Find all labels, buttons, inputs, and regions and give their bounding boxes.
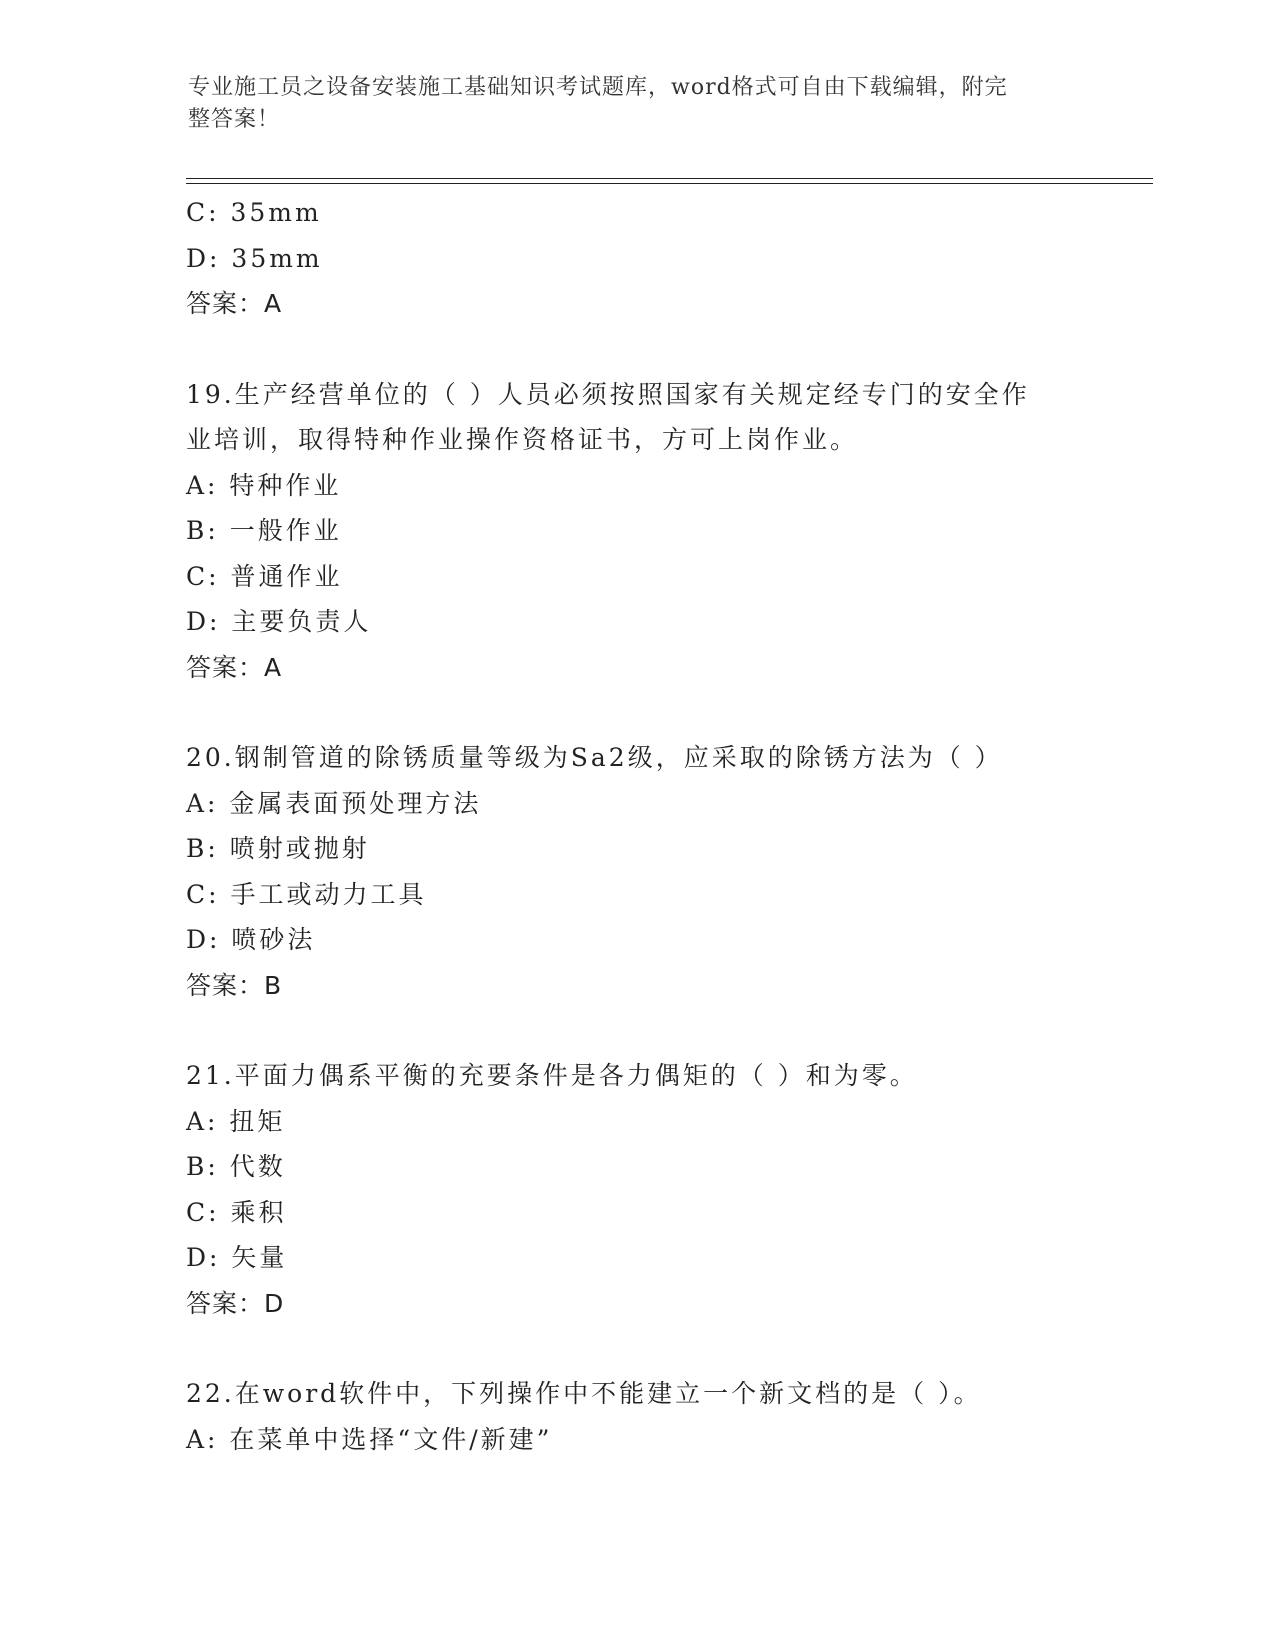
option-a: A: 在菜单中选择“文件/新建” <box>186 1424 553 1454</box>
question-block-19 <box>186 372 1086 691</box>
question-text-cont: 业培训，取得特种作业操作资格证书，方可上岗作业。 <box>186 425 859 454</box>
option-c: C: 手工或动力工具 <box>186 879 427 909</box>
option-a: A: 特种作业 <box>186 470 342 500</box>
header-divider-top <box>186 178 1153 179</box>
option-a: A: 金属表面预处理方法 <box>186 788 482 818</box>
header-line-1: 专业施工员之设备安装施工基础知识考试题库，word格式可自由下载编辑，附完 <box>188 75 1008 100</box>
option-b: B: 喷射或抛射 <box>186 834 370 863</box>
question-text: 19.生产经营单位的（ ）人员必须按照国家有关规定经专门的安全作 <box>186 379 1030 409</box>
question-block-20 <box>186 735 1086 1008</box>
question-block-22 <box>186 1371 1086 1462</box>
option-a: A: 扭矩 <box>186 1106 286 1136</box>
option-d: D: 35mm <box>186 243 323 273</box>
question-text: 22.在word软件中，下列操作中不能建立一个新文档的是（ ）。 <box>186 1379 982 1408</box>
question-list <box>186 190 1086 1462</box>
answer-label: 答案：A <box>186 289 283 318</box>
question-block-21 <box>186 1053 1086 1326</box>
option-c: C: 普通作业 <box>186 561 343 591</box>
answer-label: 答案：D <box>186 1288 285 1318</box>
option-d: D: 主要负责人 <box>186 607 372 636</box>
question-block-prev <box>186 190 1086 327</box>
header-line-2: 整答案！ <box>188 107 281 132</box>
document-header <box>188 72 1068 136</box>
option-d: D: 喷砂法 <box>186 925 316 954</box>
option-c: C: 35mm <box>186 198 322 227</box>
header-divider-bottom <box>186 183 1153 184</box>
answer-label: 答案：A <box>186 652 283 682</box>
question-text: 20.钢制管道的除锈质量等级为Sa2级，应采取的除锈方法为（ ） <box>186 743 1003 772</box>
option-b: B: 一般作业 <box>186 516 342 545</box>
answer-label: 答案：B <box>186 970 283 1000</box>
option-d: D: 矢量 <box>186 1243 288 1272</box>
option-b: B: 代数 <box>186 1152 286 1181</box>
option-c: C: 乘积 <box>186 1197 287 1227</box>
question-text: 21.平面力偶系平衡的充要条件是各力偶矩的（ ）和为零。 <box>186 1061 918 1090</box>
